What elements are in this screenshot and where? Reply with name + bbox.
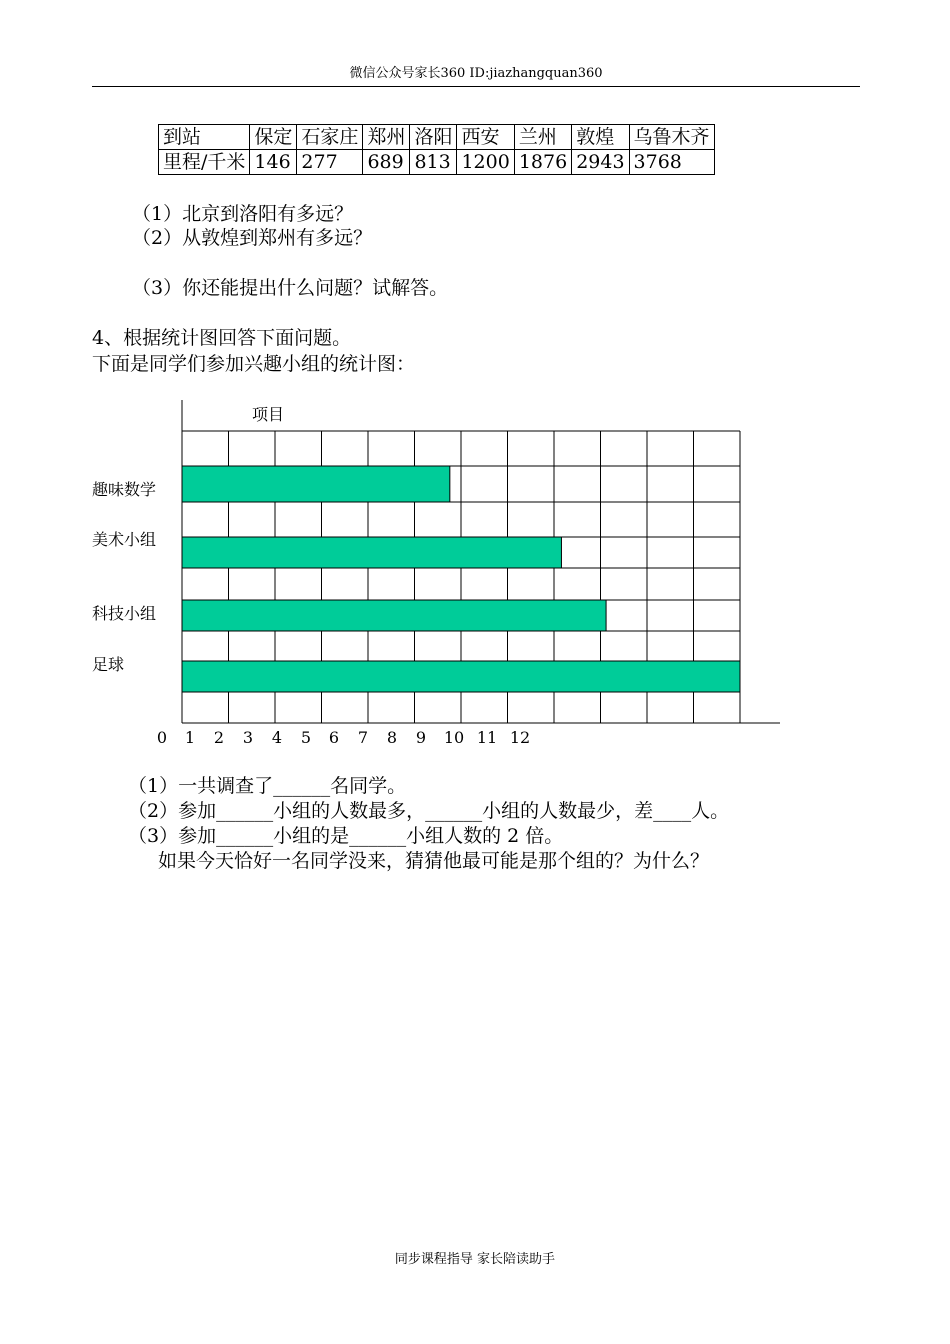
chart-question-3: （3）参加______小组的是______小组人数的 2 倍。	[128, 825, 564, 847]
x-tick-label: 3	[242, 728, 254, 747]
category-label: 美术小组	[92, 530, 157, 549]
x-tick-label: 7	[357, 728, 369, 747]
x-tick-label: 6	[328, 728, 340, 747]
question-3: （3）你还能提出什么问题？试解答。	[132, 277, 449, 299]
chart-question-1: （1）一共调查了______名同学。	[128, 775, 407, 797]
category-label: 科技小组	[92, 604, 157, 623]
x-tick-label: 11	[476, 728, 498, 747]
table-cell: 洛阳	[410, 125, 457, 150]
x-tick-label: 4	[271, 728, 283, 747]
page-footer: 同步课程指导 家长陪读助手	[394, 1252, 556, 1267]
chart-question-4: 如果今天恰好一名同学没来，猜猜他最可能是那个组的？为什么？	[158, 850, 710, 872]
bar-足球	[182, 661, 740, 692]
table-cell: 2943	[572, 150, 629, 175]
table-cell: 813	[410, 150, 457, 175]
x-tick-label: 1	[184, 728, 196, 747]
table-cell: 兰州	[514, 125, 571, 150]
question-2: （2）从敦煌到郑州有多远？	[132, 227, 373, 249]
table-cell: 郑州	[363, 125, 410, 150]
page-header: 微信公众号家长360 ID:jiazhangquan360	[92, 66, 860, 87]
chart-axis-label: 项目	[252, 405, 285, 424]
x-tick-label: 0	[156, 728, 168, 747]
section-intro: 下面是同学们参加兴趣小组的统计图：	[92, 353, 416, 375]
category-label: 足球	[92, 655, 125, 674]
table-cell: 到站	[159, 125, 250, 150]
table-cell: 里程/千米	[159, 150, 250, 175]
table-cell: 689	[363, 150, 410, 175]
table-cell: 乌鲁木齐	[629, 125, 714, 150]
table-cell: 敦煌	[572, 125, 629, 150]
x-tick-label: 5	[300, 728, 312, 747]
x-tick-label: 8	[386, 728, 398, 747]
x-tick-label: 12	[509, 728, 531, 747]
table-cell: 1200	[457, 150, 514, 175]
x-tick-label: 2	[213, 728, 225, 747]
table-cell: 保定	[250, 125, 297, 150]
bar-美术小组	[182, 537, 561, 568]
table-cell: 1876	[514, 150, 571, 175]
chart-question-2: （2）参加______小组的人数最多，______小组的人数最少，差____人。	[128, 800, 730, 822]
question-1: （1）北京到洛阳有多远？	[132, 203, 354, 225]
bar-趣味数学	[182, 466, 450, 502]
bar-科技小组	[182, 600, 606, 631]
table-cell: 277	[297, 150, 363, 175]
category-label: 趣味数学	[92, 480, 157, 499]
table-cell: 西安	[457, 125, 514, 150]
section-title: 4、根据统计图回答下面问题。	[92, 327, 352, 349]
table-cell: 3768	[629, 150, 714, 175]
table-cell: 石家庄	[297, 125, 363, 150]
x-tick-label: 10	[443, 728, 465, 747]
x-tick-label: 9	[415, 728, 427, 747]
table-cell: 146	[250, 150, 297, 175]
